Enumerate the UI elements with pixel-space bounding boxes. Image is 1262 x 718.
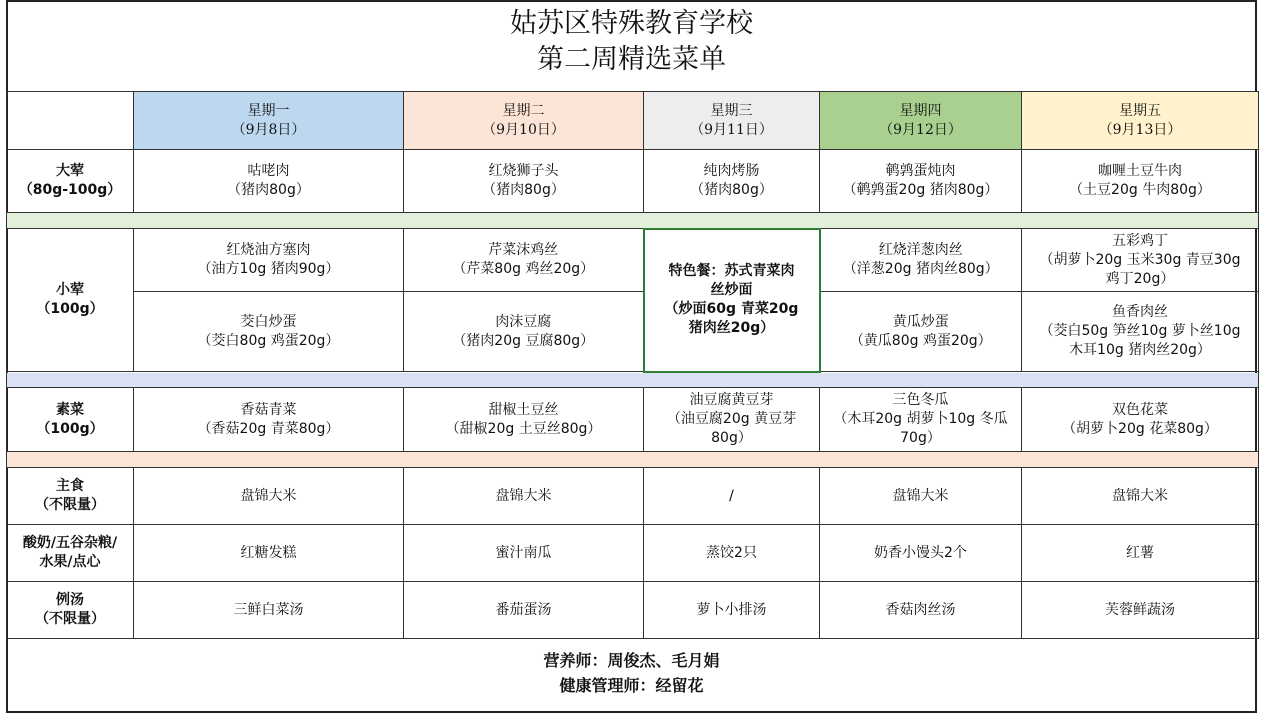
sucai-label-line-2: （100g） [36, 420, 104, 437]
xiaohun-bottom-mon-line-2: （茭白80g 鸡蛋20g） [197, 332, 340, 349]
menu-table [6, 91, 1259, 639]
dahun-label-line-1: 大荤 [56, 163, 84, 179]
sucai-thu-line-1: 三色冬瓜 [892, 392, 949, 408]
day-header-mon [134, 92, 404, 150]
header-corner-cell [7, 92, 134, 150]
day-header-wed-line-1: 星期三 [710, 102, 753, 119]
tang-wed [644, 582, 820, 639]
dahun-thu-line-1: 鹌鹑蛋炖肉 [885, 163, 956, 179]
zhushi-fri [1022, 468, 1259, 525]
day-header-fri [1022, 92, 1259, 150]
xiaohun-top-mon-line-2: （油方10g 猪肉90g） [197, 261, 340, 277]
tang-thu [820, 582, 1022, 639]
day-header-fri-line-2: （9月13日） [1098, 121, 1182, 138]
tang-mon [134, 582, 404, 639]
tang-tue [404, 582, 644, 639]
dahun-label-line-2: （80g-100g） [18, 182, 122, 198]
dianxin-row [7, 525, 1259, 582]
zhushi-thu-line-1: 盘锦大米 [892, 487, 949, 504]
dahun-mon-line-2: （猪肉80g） [227, 182, 310, 198]
tang-fri [1022, 582, 1259, 639]
xiaohun-bottom-tue [404, 292, 644, 372]
zhushi-wed [644, 468, 820, 525]
school-name: 姑苏区特殊教育学校 [510, 8, 753, 39]
zhushi-tue [404, 468, 644, 525]
week-title: 第二周精选菜单 [537, 44, 726, 75]
dianxin-tue [404, 525, 644, 582]
xiaohun-bottom-fri-line-3: 木耳10g 猪肉丝20g） [1069, 342, 1211, 358]
zhushi-row [7, 468, 1259, 525]
xiaohun-bottom-fri-line-2: （茭白50g 笋丝10g 萝卜丝10g [1039, 323, 1241, 339]
dianxin-wed-line-1: 蒸饺2只 [706, 544, 757, 561]
zhushi-wed-line-1: / [729, 487, 734, 504]
separator-band-2 [7, 372, 1259, 388]
zhushi-tue-line-1: 盘锦大米 [495, 487, 552, 504]
xiaohun-row-top [7, 229, 1259, 292]
xiaohun-top-thu [820, 229, 1022, 292]
sucai-row [7, 388, 1259, 452]
day-header-mon-line-2: （9月8日） [231, 121, 306, 138]
nutritionist-line: 营养师：周俊杰、毛月娟 [543, 651, 720, 670]
dahun-label [7, 150, 134, 213]
separator-band-3 [7, 452, 1259, 468]
xiaohun-top-fri-line-3: 鸡丁20g） [1105, 270, 1175, 287]
xiaohun-bottom-mon-line-1: 茭白炒蛋 [240, 313, 297, 330]
separator-row-1 [7, 213, 1259, 229]
sucai-fri-line-2: （胡萝卜20g 花菜80g） [1062, 420, 1218, 437]
sucai-thu-line-3: 70g） [900, 430, 941, 446]
dahun-tue-line-1: 红烧狮子头 [488, 163, 559, 179]
xiaohun-label [7, 229, 134, 372]
tang-label-line-2: （不限量） [35, 611, 105, 627]
dianxin-mon-line-1: 红糖发糕 [240, 544, 297, 561]
zhushi-fri-line-1: 盘锦大米 [1112, 487, 1168, 504]
dahun-thu [820, 150, 1022, 213]
sucai-wed-line-3: 80g） [711, 430, 752, 446]
dahun-row [7, 150, 1259, 213]
separator-row-3 [7, 452, 1259, 468]
xiaohun-label-line-1: 小荤 [56, 282, 84, 298]
separator-row-2 [7, 372, 1259, 388]
dahun-mon [134, 150, 404, 213]
tang-row [7, 582, 1259, 639]
sucai-label [7, 388, 134, 452]
zhushi-mon [134, 468, 404, 525]
dianxin-label [7, 525, 134, 582]
xiaohun-top-fri-line-1: 五彩鸡丁 [1112, 232, 1168, 249]
xiaohun-top-thu-line-1: 红烧洋葱肉丝 [878, 242, 963, 258]
dianxin-thu [820, 525, 1022, 582]
sucai-tue [404, 388, 644, 452]
dianxin-fri-line-1: 红薯 [1126, 544, 1154, 561]
tang-wed-line-1: 萝卜小排汤 [696, 601, 767, 618]
zhushi-thu [820, 468, 1022, 525]
zhushi-label-line-2: （不限量） [35, 497, 105, 513]
dianxin-wed [644, 525, 820, 582]
day-header-tue [404, 92, 644, 150]
dianxin-fri [1022, 525, 1259, 582]
xiaohun-top-tue [404, 229, 644, 292]
sucai-mon-line-2: （香菇20g 青菜80g） [197, 420, 340, 437]
special-meal-cell-line-3: （炒面60g 青菜20g [664, 301, 799, 317]
xiaohun-row-bottom [7, 292, 1259, 372]
zhushi-label [7, 468, 134, 525]
dahun-wed [644, 150, 820, 213]
day-header-tue-line-2: （9月10日） [482, 121, 565, 138]
dahun-tue [404, 150, 644, 213]
health-manager-line: 健康管理师：经留花 [559, 676, 704, 695]
xiaohun-bottom-tue-line-1: 肉沫豆腐 [495, 313, 552, 330]
sucai-wed-line-2: （油豆腐20g 黄豆芽 [666, 411, 797, 427]
sucai-thu-line-2: （木耳20g 胡萝卜10g 冬瓜 [833, 411, 1008, 427]
dahun-fri [1022, 150, 1259, 213]
dianxin-thu-line-1: 奶香小馒头2个 [874, 544, 967, 561]
xiaohun-top-thu-line-2: （洋葱20g 猪肉丝80g） [842, 261, 999, 277]
xiaohun-top-mon-line-1: 红烧油方塞肉 [226, 242, 311, 258]
tang-fri-line-1: 芙蓉鲜蔬汤 [1105, 601, 1175, 618]
tang-thu-line-1: 香菇肉丝汤 [885, 601, 956, 618]
tang-tue-line-1: 番茄蛋汤 [495, 601, 552, 618]
sucai-thu [820, 388, 1022, 452]
separator-band-1 [7, 213, 1259, 229]
xiaohun-top-tue-line-1: 芹菜沫鸡丝 [488, 242, 559, 258]
xiaohun-bottom-thu [820, 292, 1022, 372]
special-meal-cell-line-1: 特色餐：苏式青菜肉 [668, 263, 795, 279]
tang-mon-line-1: 三鲜白菜汤 [233, 601, 304, 618]
menu-title [8, 6, 1255, 90]
special-meal-cell-line-4: 猪肉丝20g） [688, 320, 775, 336]
sucai-mon [134, 388, 404, 452]
sucai-mon-line-1: 香菇青菜 [240, 401, 297, 418]
dahun-thu-line-2: （鹌鹑蛋20g 猪肉80g） [842, 182, 999, 198]
sucai-label-line-1: 素菜 [56, 401, 84, 418]
xiaohun-top-mon [134, 229, 404, 292]
sucai-tue-line-1: 甜椒土豆丝 [488, 401, 559, 418]
tang-label [7, 582, 134, 639]
dahun-fri-line-1: 咖喱土豆牛肉 [1098, 163, 1182, 179]
dahun-wed-line-2: （猪肉80g） [690, 182, 773, 198]
xiaohun-label-line-2: （100g） [36, 301, 104, 317]
header-row [7, 92, 1259, 150]
dianxin-label-line-1: 酸奶/五谷杂粮/ [22, 535, 118, 551]
xiaohun-bottom-mon [134, 292, 404, 372]
day-header-thu-line-1: 星期四 [899, 102, 942, 119]
xiaohun-bottom-fri [1022, 292, 1259, 372]
xiaohun-bottom-fri-line-1: 鱼香肉丝 [1112, 304, 1168, 320]
sucai-wed-line-1: 油豆腐黄豆芽 [689, 392, 774, 408]
dahun-fri-line-2: （土豆20g 牛肉80g） [1069, 182, 1211, 198]
day-header-wed [644, 92, 820, 150]
zhushi-mon-line-1: 盘锦大米 [240, 487, 297, 504]
sucai-fri [1022, 388, 1259, 452]
xiaohun-bottom-thu-line-1: 黄瓜炒蛋 [892, 313, 949, 330]
dianxin-tue-line-1: 蜜汁南瓜 [495, 544, 552, 561]
sucai-wed [644, 388, 820, 452]
staff-footer [8, 648, 1255, 710]
zhushi-label-line-1: 主食 [56, 478, 84, 494]
sucai-tue-line-2: （甜椒20g 土豆丝80g） [445, 420, 602, 437]
sucai-fri-line-1: 双色花菜 [1112, 401, 1168, 418]
xiaohun-top-fri-line-2: （胡萝卜20g 玉米30g 青豆30g [1039, 251, 1241, 268]
day-header-thu [820, 92, 1022, 150]
day-header-wed-line-2: （9月11日） [690, 121, 773, 138]
day-header-thu-line-2: （9月12日） [879, 121, 962, 138]
dianxin-label-line-2: 水果/点心 [39, 554, 101, 570]
day-header-fri-line-1: 星期五 [1119, 102, 1161, 119]
xiaohun-bottom-tue-line-2: （猪肉20g 豆腐80g） [452, 332, 595, 349]
dianxin-mon [134, 525, 404, 582]
day-header-tue-line-1: 星期二 [502, 102, 545, 119]
xiaohun-top-fri [1022, 229, 1259, 292]
dahun-tue-line-2: （猪肉80g） [482, 182, 565, 198]
xiaohun-top-tue-line-2: （芹菜80g 鸡丝20g） [452, 261, 595, 277]
day-header-mon-line-1: 星期一 [247, 102, 290, 119]
special-meal-cell [644, 229, 820, 372]
special-meal-cell-line-2: 丝炒面 [710, 282, 753, 298]
dahun-wed-line-1: 纯肉烤肠 [703, 163, 760, 179]
dahun-mon-line-1: 咕咾肉 [247, 163, 290, 179]
xiaohun-bottom-thu-line-2: （黄瓜80g 鸡蛋20g） [849, 332, 992, 349]
tang-label-line-1: 例汤 [56, 592, 84, 608]
